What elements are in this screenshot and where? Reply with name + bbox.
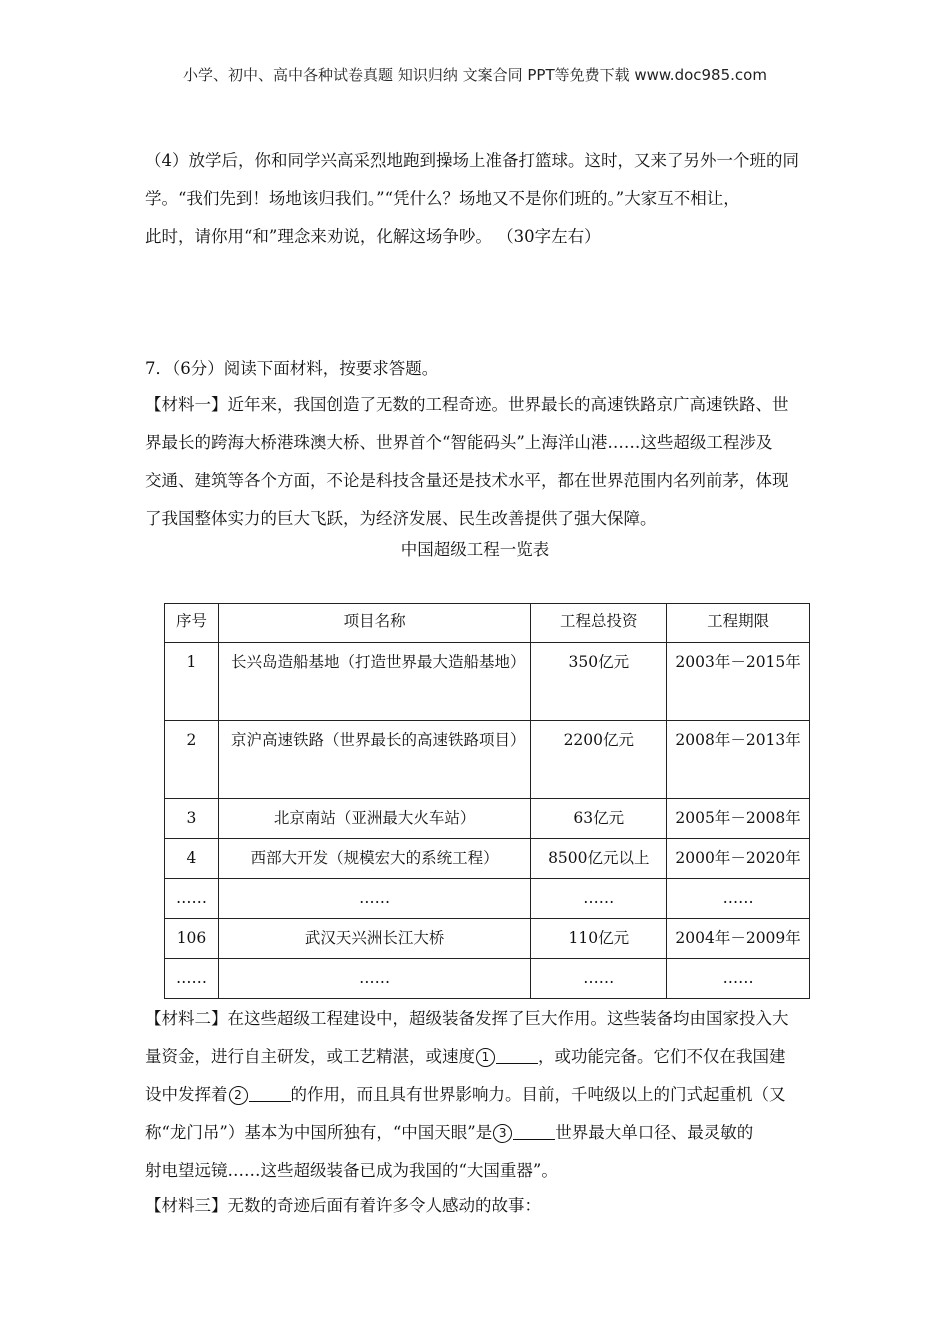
cell-index: ……	[165, 879, 219, 919]
cell-project-name: 武汉天兴洲长江大桥	[218, 919, 530, 959]
material-2-line-4-a: 称“龙门吊”）基本为中国所独有，“中国天眼”是	[145, 1123, 493, 1142]
header-project-name: 项目名称	[218, 604, 530, 643]
cell-investment: 8500亿元以上	[531, 839, 667, 879]
cell-investment: 110亿元	[531, 919, 667, 959]
cell-project-name: ……	[218, 879, 530, 919]
table-row	[165, 879, 810, 919]
cell-index: 4	[165, 839, 219, 879]
question-4-line-1: （4）放学后，你和同学兴高采烈地跑到操场上准备打篮球。这时，又来了另外一个班的同	[145, 151, 799, 170]
cell-investment: 63亿元	[531, 799, 667, 839]
header-period: 工程期限	[667, 604, 810, 643]
cell-index: 1	[165, 643, 219, 721]
material-2-line-1: 【材料二】在这些超级工程建设中，超级装备发挥了巨大作用。这些装备均由国家投入大	[145, 1009, 789, 1028]
cell-investment: ……	[531, 879, 667, 919]
cell-period: 2003年－2015年	[667, 643, 810, 721]
material-2	[145, 1000, 817, 1222]
material-1-line-1: 【材料一】近年来，我国创造了无数的工程奇迹。世界最长的高速铁路京广高速铁路、世	[145, 395, 789, 414]
question-4-line-2: 学。“我们先到！场地该归我们。”“凭什么？场地又不是你们班的。”大家互不相让，	[145, 189, 740, 208]
blank-number-3: 3	[493, 1124, 512, 1143]
cell-index: 106	[165, 919, 219, 959]
table-row	[165, 721, 810, 799]
super-projects-table	[164, 603, 810, 999]
fill-blank-3[interactable]	[513, 1123, 555, 1140]
cell-investment: 2200亿元	[531, 721, 667, 799]
cell-period: 2005年－2008年	[667, 799, 810, 839]
table-row	[165, 919, 810, 959]
table-row	[165, 799, 810, 839]
blank-number-2: 2	[229, 1086, 248, 1105]
header-investment: 工程总投资	[531, 604, 667, 643]
cell-period: 2008年－2013年	[667, 721, 810, 799]
cell-project-name: 长兴岛造船基地（打造世界最大造船基地）	[218, 643, 530, 721]
cell-index: 2	[165, 721, 219, 799]
cell-investment: ……	[531, 959, 667, 999]
material-2-line-4-b: 世界最大单口径、最灵敏的	[555, 1123, 754, 1142]
cell-project-name: 北京南站（亚洲最大火车站）	[218, 799, 530, 839]
question-4	[145, 142, 817, 256]
table-row	[165, 959, 810, 999]
cell-index: ……	[165, 959, 219, 999]
cell-period: ……	[667, 959, 810, 999]
cell-project-name: 西部大开发（规模宏大的系统工程）	[218, 839, 530, 879]
material-2-line-2	[145, 1038, 817, 1076]
material-1-line-2: 界最长的跨海大桥港珠澳大桥、世界首个“智能码头”上海洋山港……这些超级工程涉及	[145, 433, 773, 452]
question-7-heading: 7．（6分）阅读下面材料，按要求答题。	[145, 359, 439, 378]
cell-index: 3	[165, 799, 219, 839]
cell-project-name: ……	[218, 959, 530, 999]
table-row	[165, 839, 810, 879]
material-1-line-3: 交通、建筑等各个方面，不论是科技含量还是技术水平，都在世界范围内名列前茅，体现	[145, 471, 789, 490]
cell-period: 2004年－2009年	[667, 919, 810, 959]
fill-blank-1[interactable]	[496, 1047, 538, 1064]
table-header-row	[165, 604, 810, 643]
material-2-line-5: 射电望远镜……这些超级装备已成为我国的“大国重器”。	[145, 1161, 558, 1180]
material-1-line-4: 了我国整体实力的巨大飞跃，为经济发展、民生改善提供了强大保障。	[145, 509, 657, 528]
cell-period: ……	[667, 879, 810, 919]
page-header: 小学、初中、高中各种试卷真题 知识归纳 文案合同 PPT等免费下载 www.doc985.com	[183, 66, 767, 84]
question-4-line-3: 此时，请你用“和”理念来劝说，化解这场争吵。 （30字左右）	[145, 227, 601, 246]
material-2-line-3-a: 设中发挥着	[145, 1085, 228, 1104]
table-title: 中国超级工程一览表	[400, 540, 550, 559]
table-row	[165, 643, 810, 721]
blank-number-1: 1	[476, 1048, 495, 1067]
material-2-line-4	[145, 1114, 817, 1152]
material-2-line-3-b: 的作用，而且具有世界影响力。目前，千吨级以上的门式起重机（又	[290, 1085, 786, 1104]
material-2-line-2-b: ，或功能完备。它们不仅在我国建	[538, 1047, 786, 1066]
fill-blank-2[interactable]	[249, 1085, 291, 1102]
cell-period: 2000年－2020年	[667, 839, 810, 879]
question-7	[145, 352, 817, 538]
cell-investment: 350亿元	[531, 643, 667, 721]
header-index: 序号	[165, 604, 219, 643]
material-2-line-3	[145, 1076, 817, 1114]
cell-project-name: 京沪高速铁路（世界最长的高速铁路项目）	[218, 721, 530, 799]
material-3-line: 【材料三】无数的奇迹后面有着许多令人感动的故事：	[145, 1196, 541, 1215]
material-2-line-2-a: 量资金，进行自主研发，或工艺精湛，或速度	[145, 1047, 475, 1066]
